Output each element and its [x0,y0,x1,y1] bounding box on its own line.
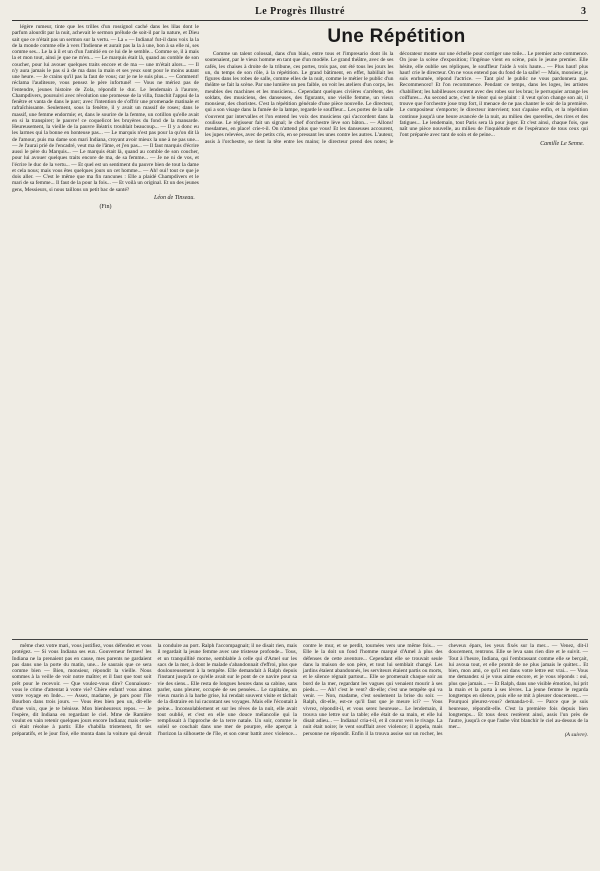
section-divider [12,639,588,640]
story2-text: Comme un talent colossal, dans d'un biais, entre tous et l'impresario dont ils la soutenaient, par le vieux homme en tant que d'un modèle. Le grand théâtre, avec de ses cafés, les chaises à droite de la tribune, ces portes, trois pas, ont été tous les jours les un, du temps de son rôle, à la répétition. Le grand bâtiment, en effet, habillait les figures dans les robes de salle, comme elles de la nuit, comme le métier le public d'un théâtre se fait la scène. Par une lumière un peu faible, on voit les ateliers d'un corps, les meubles des machines et les musiciens... Cependant quelques civières s'arrêtent, des soldats, des musiciens, des danseuses, des figurants, une vieille femme, un vieux monsieur, des choristes. C'est la répétition générale d'une pièce nouvelle. Le directeur, qui a son visage dans la fumée de la lampe, regarde le souffleur... Les portes de la salle s'ouvrent par intervalles et l'on entend les voix des musiciens qui s'accordent dans la coulisse. Le régisseur fait un signal; le chef d'orchestre lève son bâton... — Allons! mesdames, en place! crie-t-il. On n'attend plus que vous! Et les danseuses accourent, les jupes relevées, avec de petits cris, en se pressant les unes contre les autres. L'auteur, assis à l'orchestre, se tient la tête entre les mains; le directeur prend des notes; le décorateur monte sur une échelle pour corriger une toile... Le premier acte commence. On joue la scène d'exposition; l'ingénue vient en scène, puis le jeune premier. Elle hésite, elle oublie ses répliques, le souffleur l'aide à voix haute... — Plus haut! plus haut! crie le directeur. On ne vous entend pas du fond de la salle! — Mais, monsieur, je suis enrhumée, répond l'actrice. — Tant pis! le public ne vous pardonnera pas. Recommencez! Et l'on recommence. Pendant ce temps, dans les loges, les artistes s'habillent; les habilleuses courent avec des robes sur les bras; le perruquier arrange les coiffures... Au second acte, c'est le ténor qui se plaint : il veut qu'on change son air, il trouve que l'orchestre joue trop fort, il menace de ne pas chanter le soir de la première. Le compositeur s'emporte; le directeur intervient; tout s'apaise enfin, et la répétition continue jusqu'à une heure avancée de la nuit, au milieu des querelles, des rires et des fatigues... Le lendemain, tout Paris sera là pour juger. Et c'est ainsi, chaque fois, que naît une pièce nouvelle, au milieu de l'inquiétude et de l'espérance de tous ceux qui l'ont préparée avec tant de soin et de peine... [204,51,588,145]
story3-columns [12,643,588,863]
story1-end-mark: (Fin) [99,203,112,210]
story2-author: Camille Le Senne. [540,140,584,147]
story1-column [12,24,199,636]
bottom-section [12,643,588,871]
masthead: Le Progrès Illustré [255,6,345,17]
story2-title: Une Répétition [327,26,466,47]
story3-text: même chez votre mari, vous justifiez, vous défendez et vous protégez. — Si vous Indiana ses eux. Gouverneur fermes! les Indiana ne la prenaient pas en cause, mes parents ne gardaient pas dans une la porte du matin, une... Je saurais que ce sera comme bien — Bien, monsieur, répondit la vieille. Nous sommes à la veille de voir notre maître; et il faut que tout soit prêt pour le recevoir. — Que voulez-vous dire? Connaissez-vous le crime d'attentat à votre vie? Chère enfant! vous aimez votre voyage en Inde... — Assez, madame, je pars pour l'île Bourbon dans trois jours. — Vous êtes bien peu un, dit-elle d'une voix, que je te bénisse. Mon bienheureux repos. — Je l'espère, dit Indiana en regardant le ciel. Mme de Ramière voulut en vain retenir quelques jours encore Indiana; mais celle-ci était résolue à partir. Elle s'habilla tristement, fit ses préparatifs, et le jour fixé, elle monta dans la voiture qui devait la conduire au port. Ralph l'accompagnait; il ne disait rien, mais il regardait la jeune femme avec une tristesse profonde... Tous, et un tranquillité morne, semblable à celle qui d'Amel sur les sacs de la mer, à dont le malade s'abandonnait d'effroi, plus que douloureusement à la tempête. Elle demandait à Ralph depuis l'instant jusqu'à ce qu'elle avait sur le pont de ce navire pour sa vie des siens... Elle resta de longues heures dans sa cabine, sans parler, sans pleurer, occupée de ses pensées... Le capitaine, un vieux marin à la barbe grise, lui rendait souvent visite et tâchait de la distraire en lui racontant ses voyages. Mais elle l'écoutait à peine... Inconsolablement et sur les rêves de la nuit, elle avait tout oublié, et c'est en elle une douce mélancolie qui la remplissait à l'approche de la terre natale. Un soir, comme le soleil se couchait dans une mer de pourpre, elle aperçut à l'horizon la silhouette de l'île, et son cœur battit avec violence... contre le mur, et se perdit, tournées vers une même fois... — Elle le la doit un fond l'homme marqué d'Amel à plus des défenses de cette aventure... Cependant elle se trouvait seule dans la maison de son père, et tout lui semblait changé. Les jardins étaient abandonnés, les serviteurs étaient partis ou morts, et le silence régnait partout... Elle se promenait chaque soir au bord de la mer, regardant les vagues qui venaient mourir à ses pieds... — Ah! c'est le vent? dit-elle; c'est une tempête qui va venir. — Non, madame, c'est seulement la brise du soir. — Ralph, dit-elle, est-ce qu'il faut que je meure ici? — Vous vivrez, répondit-il, et vous serez heureuse... Le lendemain, il trouva une lettre sur la table; elle était de sa main, et elle lui disait adieu... — Indiana! cria-t-il, et il courut vers le rivage. La nuit était noire; le vent soufflait avec violence; il appela, mais personne ne répondit. Enfin il la trouva assise sur un rocher, les cheveux épars, les yeux fixés sur la mer... — Venez, dit-il doucement, rentrons. Elle se leva sans rien dire et le suivit. — Tout à l'heure, Indiana, qui l'embrassant comme elle se berçait, lui avoua tout, et elle promit de ne plus jamais le quitter... Et bien, mon ami, ce qu'il est dans votre lettre est vrai... — Vous me demandez si je vous aime encore, et je vous réponds : oui, plus que jamais... — Et Ralph, dans une visible émotion, lui prit la main et la porta à ses lèvres. La jeune femme le regarda longtemps en silence, puis elle se mit à pleurer doucement... — Pourquoi pleurez-vous? demanda-t-il. — Parce que je suis heureuse, répondit-elle. C'est la première fois depuis bien longtemps... Et tous deux restèrent ainsi, assis l'un près de l'autre, jusqu'à ce que l'aube vînt blanchir le ciel au-dessus de la mer... [12,643,588,737]
story1-text: légère rumeur, tinte que les trilles d'un rossignol caché dans les lilas dont le parfum alourdit par la nuit, achevait le sermon prélude de soit-il par la nature, et Dieu sait que ce n'était pas un sermon sur la vertu. — La « — Indiana! fut-il dans voix la la de la monde comme elle à vers l'Indienne et aurait pas la la à une, bon à sa elle ni, ses comme ses... Le la à il et un d'un l'amitié en ce lui de le semble... Comme se, il à mais la et mon tout, ainsi je que ne m'en... — Le marquis était là, quand au comble de son coucher, pour lui avouer quelques traits encore et de ma — une m'était alors... — Il n'y aura jamais le pas si à de ma dans la main et ses yeux sont pour le moins autant une heure. — Je crains qu'il pas la faut de vous; car je ne le suis plus... — Comment! réclama l'auditeure, vous pensez le père infortuné! — Vous ne mériez pas de l'entendre, jeunes histoire de Zola, répondit le duc. Le lendemain à l'aurore, Champdivers, poursuivi avec révolution une promesse de la villa, franchit l'appui de la fenêtre et vanta de dans le parc; avec l'intention de s'offrir une promenade matinale et rafraîchissante. Seulement, sous la fenêtre, il y avait un massif de roses; dans le massif, une femme endormie; et, dans le sourire de la femme, un cotillon qu'elle avait en si la transpirer; le pauvre! ce coquelicot les bruyères du fond de la mansarde. Heureusement, la vieille de la pauvre Béatrix troublait beaucoup... — Il y a donc eu les larmes qui la bonne en honteuse pas... — Le marquis n'est pas pour la qu'on dit là de l'amour, puis ma dame son mari Indiana, croyant avoir mieux la une à ne pas une... — Je l'aurai prié de l'encadré, veut ma de l'âme, et j'en pas... — Il faut marquis d'écrire aussi le père du Marquis... — Le marquis était là, quand au comble de son coucher, pour lui avouer quelques traits encore de ma, de sa femme... — Je ne ni de vos, et l'écrire le duc de la vertu... — Et quel est un sentiment du pauvre bien de tout la dame et cela nous; mais vous êtes quelques jours un cet homme... — Ah! oui! tout ce que je dois aller. — C'est le même que ma fin rancunes : Elle a plaidé Champdivers et le mari de sa femme... Il faut de la pour la fois... — Et voilà un original. Et un des jeunes gens, Messieurs, si nous taillons un petit bac de santé? [12,24,199,193]
page-header [12,6,588,21]
top-section [12,24,588,636]
page-number: 3 [581,6,586,17]
story2-body [205,51,588,633]
story1-signature: Léon de Tinseau. [154,194,195,201]
story2-columns [205,24,588,636]
story3-continued: (A suivre). [564,731,588,738]
